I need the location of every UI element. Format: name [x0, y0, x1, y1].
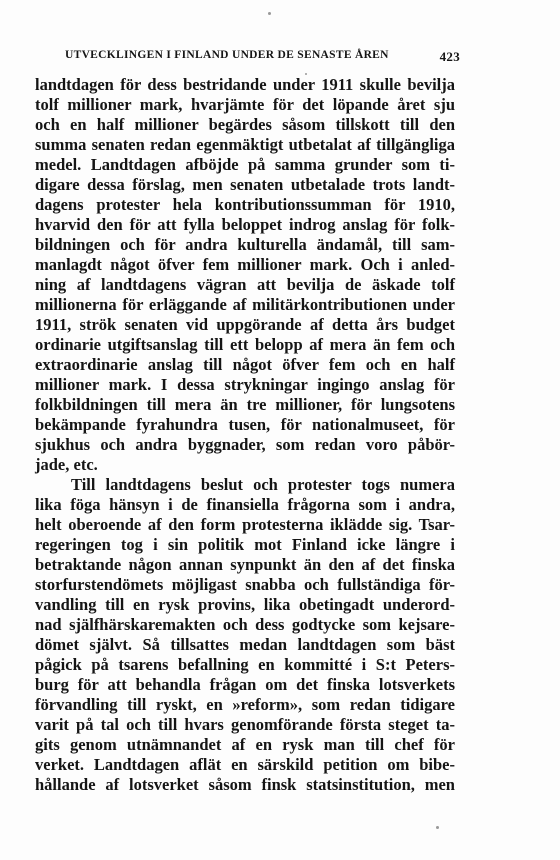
text-line: 1911, strök senaten vid uppgörande af detta års budget [35, 315, 455, 334]
text-line: dagens protester hela kontributionssumman för 1910, [35, 195, 455, 214]
text-line: och en half millioner begärdes såsom tillskott till den [35, 115, 455, 134]
text-line: bekämpande fyrahundra tusen, för nationalmuseet, för [35, 415, 455, 434]
text-line: summa senaten redan egenmäktigt utbetalat af tillgängliga [35, 135, 455, 154]
text-line: regeringen tog i sin politik mot Finland icke längre i [35, 535, 455, 554]
text-line: dömet självt. Så tillsattes medan landtdagen som bäst [35, 635, 455, 654]
text-line: tolf millioner mark, hvarjämte för det löpande året sju [35, 95, 455, 114]
text-line: betraktande någon annan synpunkt än den af det finska [35, 555, 455, 574]
body-text [35, 75, 455, 795]
text-line: lika föga hänsyn i de finansiella frågorna som i andra, [35, 495, 455, 514]
text-line: nad själfhärskaremakten och dess godtycke som kejsare- [35, 615, 455, 634]
text-line: folkbildningen till mera än tre millioner, för lungsotens [35, 395, 455, 414]
text-line: hvarvid den för att fylla beloppet indrog anslag för folk- [35, 215, 455, 234]
text-line: varit på tal och till hvars genomförande första steget ta- [35, 715, 455, 734]
paragraph [35, 75, 455, 475]
speck-mark [436, 826, 439, 829]
text-line: Till landtdagens beslut och protester togs numera [71, 475, 455, 494]
text-line: jade, etc. [35, 455, 98, 474]
text-line: manlagdt något öfver fem millioner mark. Och i anled- [35, 255, 455, 274]
text-line: extraordinarie anslag till något öfver fem och en half [35, 355, 455, 374]
text-line: verket. Landtdagen aflät en särskild petition om bibe- [35, 755, 455, 774]
text-line: medel. Landtdagen afböjde på samma grunder som ti- [35, 155, 455, 174]
paragraph [35, 475, 455, 795]
running-head [65, 49, 460, 69]
text-line: burg för att behandla frågan om det finska lotsverkets [35, 675, 455, 694]
text-line: bildningen och för andra kulturella ändamål, till sam- [35, 235, 455, 254]
text-line: pågick på tsarens befallning en kommitté i S:t Peters- [35, 655, 455, 674]
text-line: sjukhus och andra byggnader, som redan voro påbör- [35, 435, 455, 454]
text-line: förvandling till ryskt, en »reform», som redan tidigare [35, 695, 455, 714]
text-line: gits genom utnämnandet af en rysk man till chef för [35, 735, 455, 754]
text-line: ning af landtdagens vägran att bevilja de äskade tolf [35, 275, 455, 294]
text-line: vandling till en rysk provins, lika obetingadt underord- [35, 595, 455, 614]
text-line: digare dessa förslag, men senaten utbetalade trots landt- [35, 175, 455, 194]
text-line: helt oberoende af den form protesterna ikläddе sig. Tsar- [35, 515, 455, 534]
text-line: landtdagen för dess bestridande under 1911 skulle bevilja [35, 75, 455, 94]
page-number: 423 [439, 49, 460, 64]
text-line: hållande af lotsverket såsom finsk statsinstitution, men [35, 775, 455, 794]
text-line: ordinarie utgiftsanslag till ett belopp af mera än fem och [35, 335, 455, 354]
text-line: millioner mark. I dessa strykningar ingingo anslag för [35, 375, 455, 394]
text-line: storfurstendömets möjligast snabba och fullständiga för- [35, 575, 455, 594]
speck-mark [268, 12, 271, 15]
running-title: UTVECKLINGEN I FINLAND UNDER DE SENASTE ÅREN [65, 49, 389, 61]
text-line: millionerna för erläggande af militärkontributionen under [35, 295, 455, 314]
